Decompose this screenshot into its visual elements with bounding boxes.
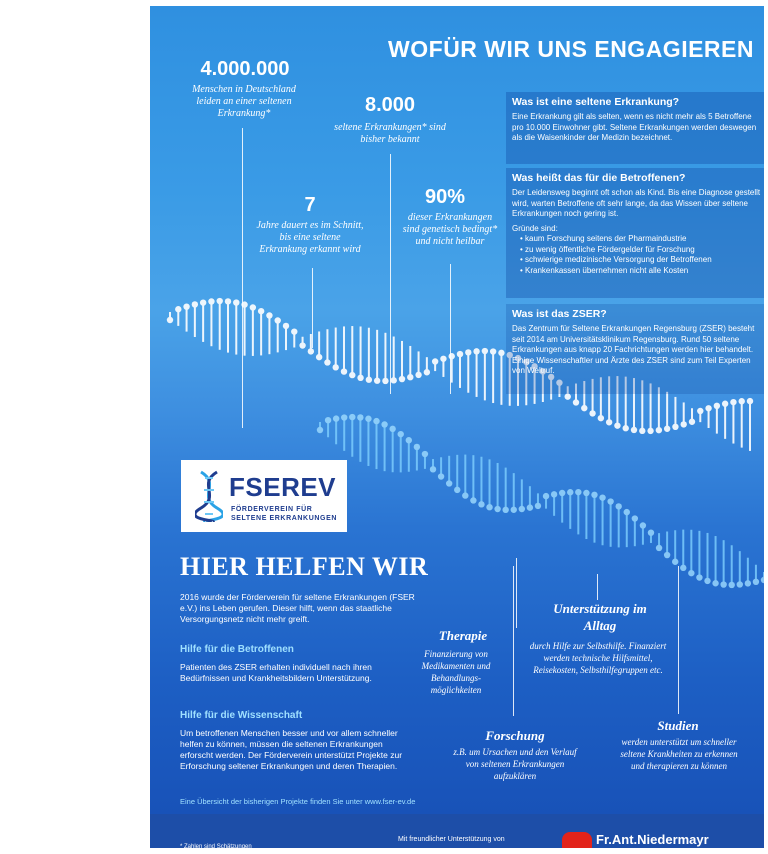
reason-item: • schwierige medizinische Versorgung der Betroffenen xyxy=(520,255,764,266)
logo-subtitle-2: SELTENE ERKRANKUNGEN xyxy=(231,515,337,522)
support-text: Mit freundlicher Unterstützung von xyxy=(398,836,505,843)
box-text: Eine Erkrankung gilt als selten, wenn es nicht mehr als 5 Betroffene pro 10.000 Einwohner gibt. Seltene Erkrankungen werden deswegen als die Waisenkinder der Medizin bezeichnet. xyxy=(512,112,757,142)
box-heading: Was heißt das für die Betroffenen? xyxy=(512,172,686,184)
box-text: Der Leidensweg beginnt oft schon als Kind. Bis eine Diagnose gestellt wird, warten Betroffene oft sehr lange, da das Wissen über seltene Erkrankungen noch gering ist. xyxy=(512,188,761,218)
help-intro: 2016 wurde der Förderverein für seltene Erkrankungen (FSER e.V.) ins Leben gerufen. Dieser hilft, wenn das staatliche Versorgungsnetz nicht mehr greift. xyxy=(180,592,415,624)
stat-number: 8.000 xyxy=(364,94,416,116)
area-heading: Unterstützung im Alltag xyxy=(553,601,647,633)
area-text: werden unterstützt um schneller seltene Krankheiten zu erkennen und therapieren zu können xyxy=(620,737,738,771)
reason-item: • zu wenig öffentliche Fördergelder für Forschung xyxy=(520,245,764,256)
info-box-zser xyxy=(506,304,764,394)
science-text: Um betroffenen Menschen besser und vor allem schneller helfen zu können, müssen die seltenen Erkrankungen erforscht werden. Der Förderverein unterstützt Projekte zur Erforschung seltener Erkrankungen und deren Therapien. xyxy=(180,728,403,771)
area-heading: Forschung xyxy=(485,728,545,743)
logo-subtitle-1: FÖRDERVEREIN FÜR xyxy=(231,506,313,513)
box-text: Das Zentrum für Seltene Erkrankungen Regensburg (ZSER) besteht seit 2014 am Universitätsklinikum Regensburg. Rund 50 seltene Erkrankungen aus knapp 20 Fachrichtungen werden hier behandelt. Einige Wissenschaftler und Ärzte des ZSER sind zum Teil Experten von Weltruf. xyxy=(512,324,755,375)
fserev-logo xyxy=(181,460,347,532)
stat-text: Menschen in Deutschland leiden an einer seltenen Erkrankung* xyxy=(192,84,296,119)
section-title-engagement: WOFÜR WIR UNS ENGAGIEREN xyxy=(388,36,754,62)
area-text: durch Hilfe zur Selbsthilfe. Finanziert werden technische Hilfsmittel, Reisekosten, Selbsthilfegruppen etc. xyxy=(529,641,667,675)
flyer xyxy=(150,6,764,848)
stat-text: Jahre dauert es im Schnitt, bis eine seltene Erkrankung erkannt wird xyxy=(256,220,364,255)
reasons-list xyxy=(512,234,764,276)
stat-text: dieser Erkrankungen sind genetisch bedingt* und nicht heilbar xyxy=(402,212,498,247)
reasons-label: Gründe sind: xyxy=(512,223,558,233)
dna-logo-icon xyxy=(195,470,223,522)
footer-band xyxy=(150,814,764,848)
area-text: Finanzierung von Medikamenten und Behandlungs- möglichkeiten xyxy=(421,649,491,695)
area-text: z.B. um Ursachen und den Verlauf von seltenen Erkrankungen aufzuklären xyxy=(453,747,577,781)
stat-text: seltene Erkrankungen* sind bisher bekannt xyxy=(334,122,446,145)
science-heading: Hilfe für die Wissenschaft xyxy=(180,710,303,721)
projects-link-text[interactable]: Eine Übersicht der bisherigen Projekte finden Sie unter www.fser-ev.de xyxy=(180,797,416,806)
info-box-rare-disease xyxy=(506,92,764,164)
footnote: * Zahlen sind Schätzungen xyxy=(180,844,252,848)
info-box-affected xyxy=(506,168,764,298)
sponsor-logo-icon xyxy=(562,832,592,848)
stat-number: 90% xyxy=(424,186,466,208)
reason-item: • kaum Forschung seitens der Pharmaindustrie xyxy=(520,234,764,245)
patients-text: Patienten des ZSER erhalten individuell nach ihren Bedürfnissen und Krankheitsbildern Unterstützung. xyxy=(180,662,372,683)
area-heading: Therapie xyxy=(438,628,488,643)
logo-name: FSEREV xyxy=(229,472,337,502)
stat-number: 4.000.000 xyxy=(200,58,290,80)
sponsor-name: Fr.Ant.Niedermayr xyxy=(596,832,709,847)
stat-number: 7 xyxy=(304,194,316,216)
area-heading: Studien xyxy=(657,718,699,733)
section-title-help: HIER HELFEN WIR xyxy=(180,552,429,581)
box-heading: Was ist eine seltene Erkrankung? xyxy=(512,96,680,108)
box-heading: Was ist das ZSER? xyxy=(512,308,607,320)
reason-item: • Krankenkassen übernehmen nicht alle Kosten xyxy=(520,266,764,277)
patients-heading: Hilfe für die Betroffenen xyxy=(180,644,294,655)
